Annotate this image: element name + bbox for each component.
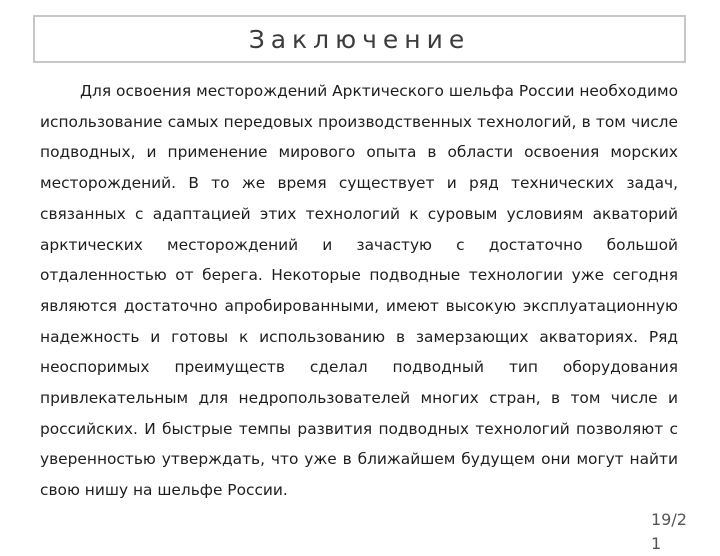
slide-title: Заключение xyxy=(248,24,471,54)
page-number: 19/21 xyxy=(651,510,687,553)
title-box xyxy=(33,15,686,63)
conclusion-paragraph: Для освоения месторождений Арктического шельфа России необходимо использование самых передовых производственных технологий, в том числе подводных, и применение мирового опыта в области освоения морских месторождений. В то же время существует и ряд технических задач, связанных с адаптацией этих технологий к суровым условиям акваторий арктических месторождений и зачастую с достаточно большой отдаленностью от берега. Некоторые подводные технологии уже сегодня являются достаточно апробированными, имеют высокую эксплуатационную надежность и готовы к использованию в замерзающих акваториях. Ряд неоспоримых преимуществ сделал подводный тип оборудования привлекательным для недропользователей многих стран, в том числе и российских. И быстрые темпы развития подводных технологий позволяют с уверенностью утверждать, что уже в ближайшем будущем они могут найти свою нишу на шельфе России. xyxy=(40,82,678,500)
